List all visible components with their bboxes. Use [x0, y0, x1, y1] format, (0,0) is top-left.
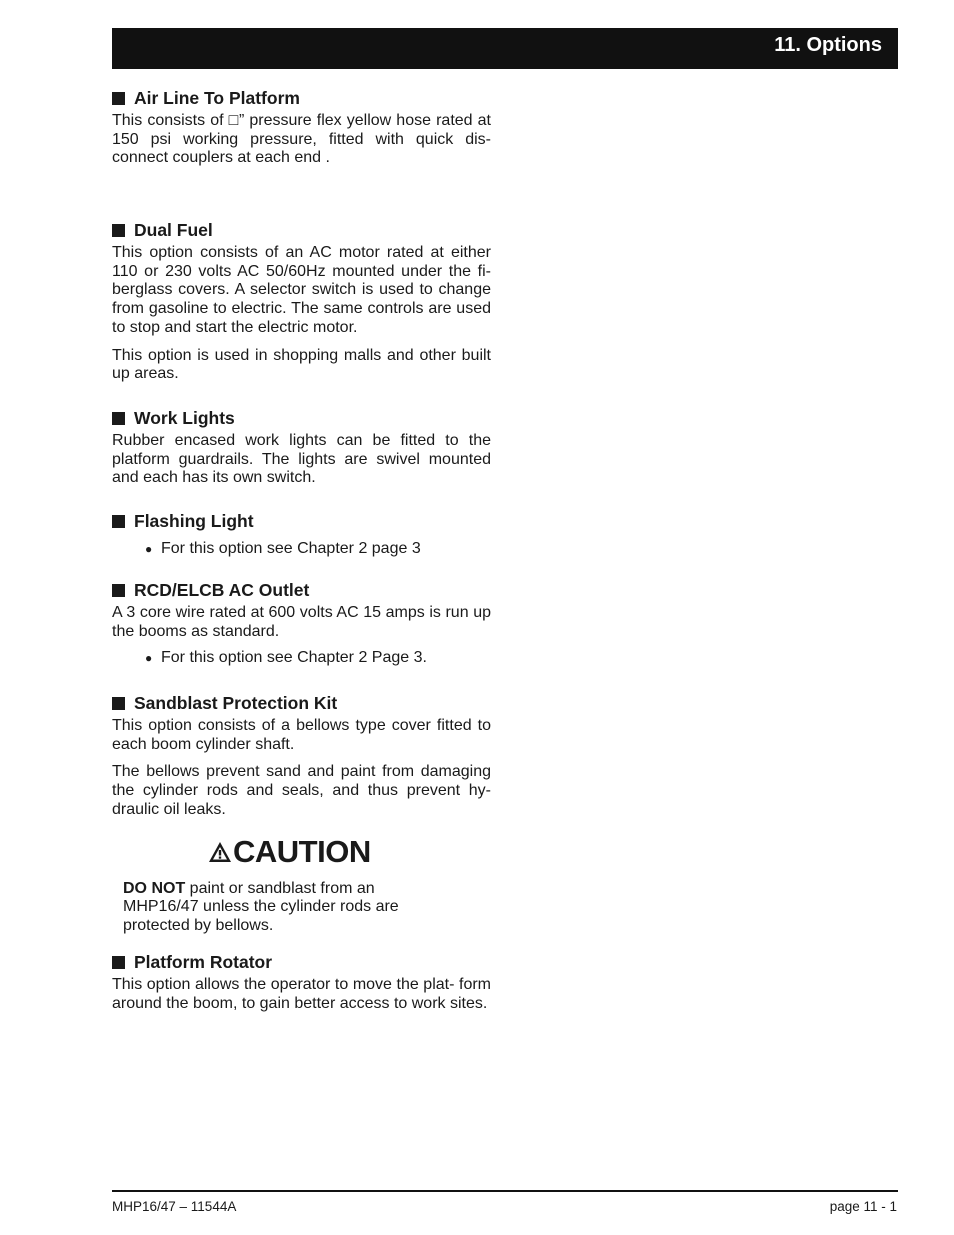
section-heading: Flashing Light	[134, 511, 254, 531]
section-paragraph: A 3 core wire rated at 600 volts AC 15 amps is run up the booms as standard.	[112, 604, 491, 640]
round-bullet-icon: ●	[145, 542, 153, 556]
list-item: ● For this option see Chapter 2 Page 3.	[145, 649, 427, 667]
section-heading: RCD/ELCB AC Outlet	[134, 580, 310, 600]
section-heading: Sandblast Protection Kit	[134, 693, 338, 713]
document-id: MHP16/47 – 11544A	[112, 1199, 237, 1214]
chapter-header-bar	[112, 28, 898, 69]
section-paragraph: The bellows prevent sand and paint from damaging the cylinder rods and seals, and thus prevent hy- draulic oil leaks.	[112, 763, 491, 818]
section-work-lights	[112, 407, 491, 488]
square-bullet-icon	[112, 224, 125, 237]
section-flashing-light	[112, 510, 491, 559]
caution-box	[112, 834, 491, 936]
section-heading: Work Lights	[134, 408, 235, 428]
section-platform-rotator	[112, 951, 491, 1013]
caution-heading: CAUTION	[233, 833, 371, 869]
square-bullet-icon	[112, 515, 125, 528]
round-bullet-icon: ●	[145, 651, 153, 666]
square-bullet-icon	[112, 956, 125, 969]
section-heading: Dual Fuel	[134, 220, 213, 240]
section-sandblast	[112, 692, 491, 936]
section-air-line	[112, 87, 491, 168]
page-number: page 11 - 1	[829, 1199, 897, 1214]
chapter-title: 11. Options	[774, 34, 882, 56]
square-bullet-icon	[112, 584, 125, 597]
section-dual-fuel	[112, 219, 491, 384]
section-paragraph: This option consists of a bellows type cover fitted to each boom cylinder shaft.	[112, 717, 491, 753]
footer-rule	[112, 1190, 898, 1192]
section-paragraph: Rubber encased work lights can be fitted to the platform guardrails. The lights are swivel mounted and each has its own switch.	[112, 432, 491, 487]
square-bullet-icon	[112, 92, 125, 105]
section-rcd-outlet	[112, 579, 491, 668]
section-paragraph: This consists of □” pressure flex yellow hose rated at 150 psi working pressure, fitted with quick dis- connect couplers at each end .	[112, 112, 491, 167]
square-bullet-icon	[112, 412, 125, 425]
square-bullet-icon	[112, 697, 125, 710]
section-heading: Platform Rotator	[134, 952, 273, 972]
section-paragraph: This option is used in shopping malls and other built up areas.	[112, 346, 491, 383]
list-item: ● For this option see Chapter 2 page 3	[145, 540, 421, 557]
section-paragraph: This option allows the operator to move the plat- form around the boom, to gain better access to work sites.	[112, 976, 491, 1012]
section-heading: Air Line To Platform	[134, 88, 300, 108]
warning-triangle-icon	[208, 841, 232, 863]
caution-text: DO NOT paint or sandblast from an MHP16/47 unless the cylinder rods are protected by bellows.	[123, 879, 399, 934]
section-paragraph: This option consists of an AC motor rated at either 110 or 230 volts AC 50/60Hz mounted under the fi- berglass covers. A selector switch is used to change from gasoline to electric. The same controls are used to stop and start the electric motor.	[112, 244, 491, 336]
